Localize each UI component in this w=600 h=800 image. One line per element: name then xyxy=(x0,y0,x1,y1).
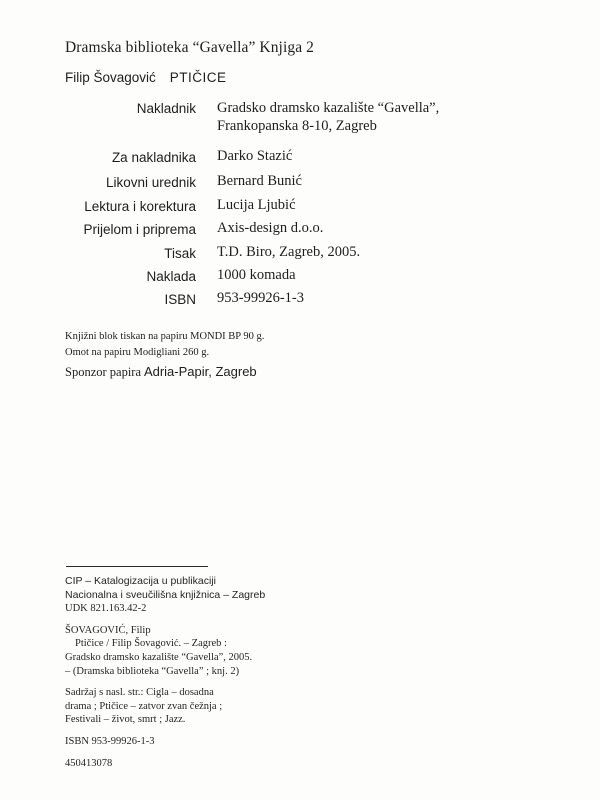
print-value: T.D. Biro, Zagreb, 2005. xyxy=(217,244,361,260)
publisher-line-1: Gradsko dramsko kazalište “Gavella”, xyxy=(217,100,440,116)
paper-note xyxy=(65,329,264,361)
series-title: Dramska biblioteka “Gavella” Knjiga 2 xyxy=(65,39,315,56)
layout-label: Prijelom i priprema xyxy=(83,222,196,237)
proofreading-value: Lucija Ljubić xyxy=(217,197,296,213)
cip-entry-series: – (Dramska biblioteka “Gavella” ; knj. 2) xyxy=(65,665,240,677)
for-publisher-value: Darko Stazić xyxy=(217,148,293,164)
publisher-value xyxy=(217,99,439,135)
cip-divider xyxy=(66,566,208,567)
book-title: PTIČICE xyxy=(169,70,227,85)
cip-contents-3: Festivali – život, smrt ; Jazz. xyxy=(65,714,186,726)
cip-contents-2: drama ; Ptičice – zatvor zvan čežnja ; xyxy=(65,700,223,712)
cip-udk: UDK 821.163.42-2 xyxy=(65,603,147,615)
layout-value: Axis-design d.o.o. xyxy=(217,220,324,236)
edition-value: 1000 komada xyxy=(217,267,296,283)
author-name: Filip Šovagović xyxy=(65,70,156,85)
cip-isbn: ISBN 953-99926-1-3 xyxy=(65,735,155,747)
cip-number: 450413078 xyxy=(65,757,113,769)
proofreading-label: Lektura i korektura xyxy=(84,199,196,214)
sponsor-label: Sponzor papira xyxy=(65,365,142,379)
cip-record xyxy=(65,575,265,770)
paper-note-line-2: Omot na papiru Modigliani 260 g. xyxy=(65,347,210,358)
art-editor-label: Likovni urednik xyxy=(105,175,196,190)
isbn-label: ISBN xyxy=(164,292,196,307)
sponsor-value: Adria-Papir, Zagreb xyxy=(143,364,257,379)
print-label: Tisak xyxy=(164,246,196,261)
art-editor-value: Bernard Bunić xyxy=(217,173,302,189)
author-line xyxy=(65,70,227,85)
cip-contents-1: Sadržaj s nasl. str.: Cigla – dosadna xyxy=(65,687,214,699)
cip-header-2: Nacionalna i sveučilišna knjižnica – Zagreb xyxy=(65,588,266,601)
paper-note-line-1: Knjižni blok tiskan na papiru MONDI BP 90 g. xyxy=(65,331,265,342)
cip-header-1: CIP – Katalogizacija u publikaciji xyxy=(65,575,216,587)
cip-entry-publisher: Gradsko dramsko kazalište “Gavella”, 2005. xyxy=(65,651,253,663)
sponsor-line xyxy=(65,364,257,380)
publisher-line-2: Frankopanska 8-10, Zagreb xyxy=(217,118,377,134)
isbn-value: 953-99926-1-3 xyxy=(217,290,304,306)
for-publisher-label: Za nakladnika xyxy=(111,150,196,165)
publisher-label: Nakladnik xyxy=(136,101,196,116)
cip-entry-author: ŠOVAGOVIĆ, Filip xyxy=(65,624,151,636)
cip-entry-title: Ptičice / Filip Šovagović. – Zagreb : xyxy=(75,638,227,650)
edition-label: Naklada xyxy=(146,269,196,284)
